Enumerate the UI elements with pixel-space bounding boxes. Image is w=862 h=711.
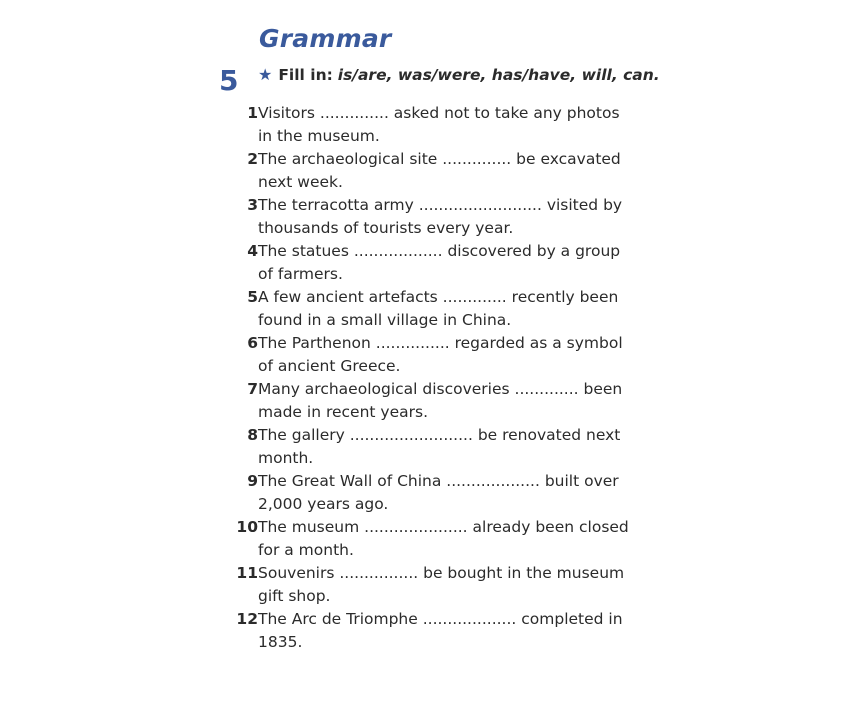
exercise-item (222, 332, 622, 378)
exercise-item (222, 378, 622, 424)
section-title: Grammar (259, 24, 392, 53)
item-text (258, 562, 625, 608)
item-text (258, 608, 623, 654)
exercise-item (222, 562, 625, 608)
item-line: of farmers. (258, 265, 343, 283)
exercise-item (222, 148, 622, 194)
item-number: 7 (247, 380, 258, 398)
item-text (258, 240, 621, 286)
item-number: 3 (247, 196, 258, 214)
item-line: Many archaeological discoveries ............. been (258, 380, 623, 398)
exercise-item (222, 470, 622, 516)
instruction-lead: Fill in: (278, 66, 333, 84)
item-line: Visitors .............. asked not to take any photos (258, 104, 620, 122)
item-line: Souvenirs ................ be bought in the museum (258, 564, 625, 582)
item-line: in the museum. (258, 127, 380, 145)
item-text (258, 332, 623, 378)
exercise-instruction (258, 65, 660, 84)
instruction-options: is/are, was/were, has/have, will, can. (337, 66, 660, 84)
item-line: The Parthenon ............... regarded as a symbol (258, 334, 623, 352)
item-number: 5 (247, 288, 258, 306)
item-number: 9 (247, 472, 258, 490)
exercise-item (222, 424, 622, 470)
item-line: The archaeological site .............. be excavated (258, 150, 621, 168)
item-text (258, 378, 623, 424)
item-line: A few ancient artefacts ............. recently been (258, 288, 619, 306)
item-text (258, 148, 621, 194)
exercise-number: 5 (219, 64, 239, 97)
item-line: The terracotta army ......................... visited by (258, 196, 623, 214)
item-number: 6 (247, 334, 258, 352)
exercise-item (222, 608, 622, 654)
item-number: 12 (236, 610, 258, 628)
item-line: The Arc de Triomphe ................... completed in (258, 610, 623, 628)
item-line: of ancient Greece. (258, 357, 401, 375)
exercise-items (222, 102, 629, 654)
exercise-item (222, 286, 622, 332)
exercise-item (222, 194, 622, 240)
item-line: 2,000 years ago. (258, 495, 389, 513)
item-line: The gallery ......................... be renovated next (258, 426, 621, 444)
item-text (258, 194, 623, 240)
item-number: 1 (247, 104, 258, 122)
item-number: 10 (236, 518, 258, 536)
item-line: The statues .................. discovered by a group (258, 242, 621, 260)
exercise-item (222, 240, 622, 286)
item-line: found in a small village in China. (258, 311, 512, 329)
exercise-item (222, 102, 622, 148)
item-number: 11 (236, 564, 258, 582)
item-text (258, 102, 620, 148)
item-number: 8 (247, 426, 258, 444)
item-line: made in recent years. (258, 403, 428, 421)
star-icon: ★ (258, 65, 273, 84)
item-line: thousands of tourists every year. (258, 219, 514, 237)
item-line: gift shop. (258, 587, 331, 605)
item-line: next week. (258, 173, 343, 191)
item-text (258, 516, 629, 562)
item-text (258, 424, 621, 470)
item-line: The Great Wall of China ................... built over (258, 472, 619, 490)
item-line: The museum ..................... already been closed (258, 518, 629, 536)
item-text (258, 470, 619, 516)
item-line: month. (258, 449, 314, 467)
exercise-item (222, 516, 629, 562)
item-text (258, 286, 619, 332)
item-number: 4 (247, 242, 258, 260)
item-line: for a month. (258, 541, 354, 559)
item-line: 1835. (258, 633, 303, 651)
item-number: 2 (247, 150, 258, 168)
